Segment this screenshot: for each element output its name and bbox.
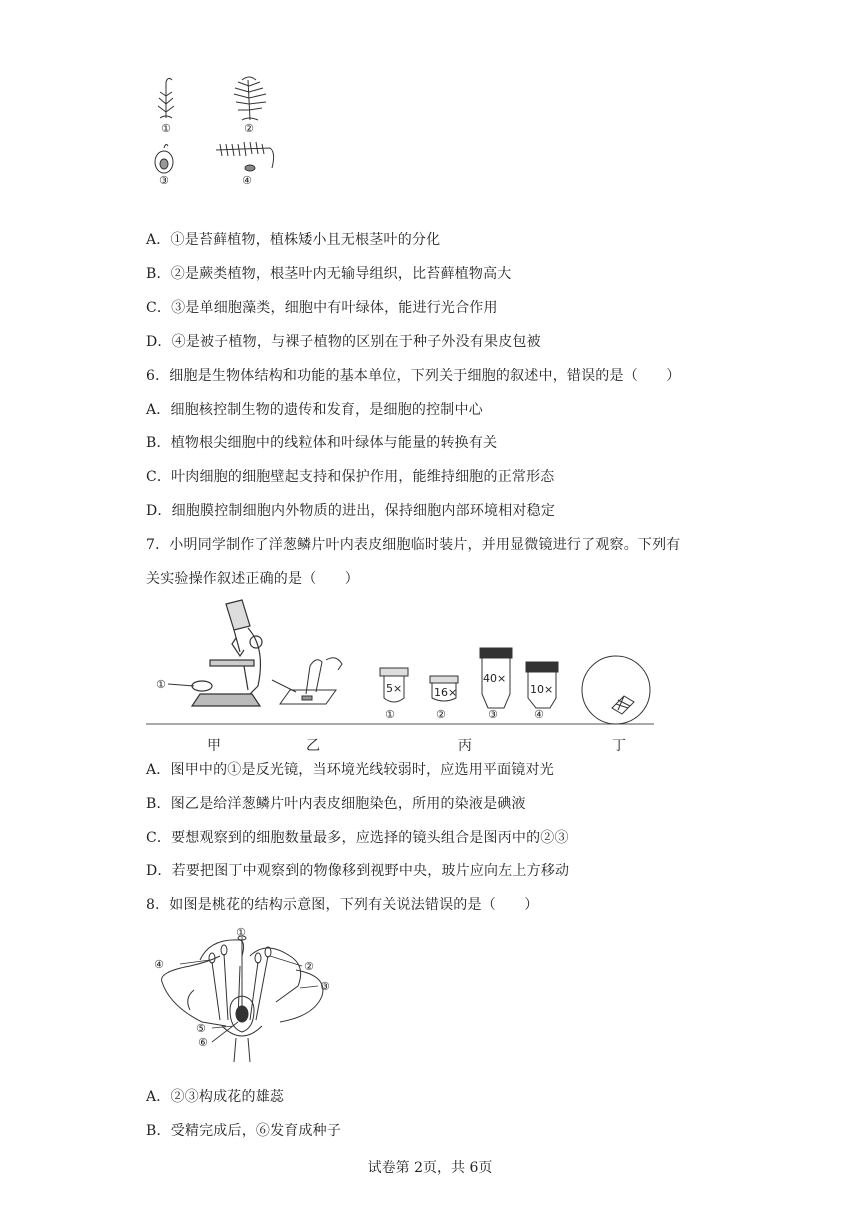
pine-branch-icon	[216, 142, 274, 171]
page-footer: 试卷第 2页，共 6页	[367, 1160, 493, 1176]
plants-figure	[150, 72, 290, 192]
panel-label-jia: 甲	[207, 738, 221, 754]
q7-stem-line2: 关实验操作叙述正确的是（ ）	[146, 571, 359, 587]
panel-label-yi: 乙	[306, 738, 320, 754]
moss-plant-icon	[158, 78, 174, 118]
q6-option-b: B．植物根尖细胞中的线粒体和叶绿体与能量的转换有关	[146, 435, 498, 451]
alga-cell-icon	[155, 144, 173, 173]
q7-option-d: D．若要把图丁中观察到的物像移到视野中央，玻片应向左上方移动	[146, 863, 570, 879]
q8-stem: 8．如图是桃花的结构示意图，下列有关说法错误的是（ ）	[146, 897, 539, 913]
field-of-view-icon	[582, 656, 650, 724]
plant-label-1: ①	[161, 122, 171, 135]
flower-label-4: ④	[154, 958, 164, 971]
peach-flower-icon	[162, 936, 323, 1062]
q8-option-a: A．②③构成花的雄蕊	[146, 1089, 285, 1105]
lens-3-mark: 40×	[483, 672, 507, 685]
q7-option-b: B．图乙是给洋葱鳞片叶内表皮细胞染色，所用的染液是碘液	[146, 796, 526, 812]
fern-plant-icon	[234, 77, 266, 120]
q5-option-b: B．②是蕨类植物，根茎叶内无输导组织，比苔藓植物高大	[146, 266, 512, 282]
lens-3-number: ③	[488, 708, 498, 721]
lens-1-number: ①	[385, 708, 395, 721]
flower-label-5: ⑤	[196, 1022, 206, 1035]
flower-label-6: ⑥	[198, 1036, 208, 1049]
q8-option-b: B．受精完成后，⑥发育成种子	[146, 1123, 342, 1139]
plant-label-3: ③	[159, 174, 169, 187]
peach-flower-figure	[150, 926, 350, 1066]
plant-label-4: ④	[242, 174, 252, 187]
panel-label-bing: 丙	[458, 738, 472, 754]
microscope-figure	[140, 598, 660, 758]
flower-label-3: ③	[320, 980, 330, 993]
q6-option-c: C．叶肉细胞的细胞壁起支持和保护作用，能维持细胞的正常形态	[146, 469, 555, 485]
plant-label-2: ②	[244, 122, 254, 135]
slide-staining-icon	[272, 658, 342, 704]
lens-4-mark: 10×	[530, 683, 554, 696]
flower-label-2: ②	[304, 960, 314, 973]
lens-4-number: ④	[534, 708, 544, 721]
microscope-icon	[192, 600, 262, 706]
q6-option-a: A．细胞核控制生物的遗传和发育，是细胞的控制中心	[146, 402, 483, 418]
q7-option-c: C．要想观察到的细胞数量最多，应选择的镜头组合是图丙中的②③	[146, 830, 569, 846]
q5-option-c: C．③是单细胞藻类，细胞中有叶绿体，能进行光合作用	[146, 300, 498, 316]
q7-option-a: A．图甲中的①是反光镜，当环境光线较弱时，应选用平面镜对光	[146, 762, 554, 778]
q6-option-d: D．细胞膜控制细胞内外物质的进出，保持细胞内部环境相对稳定	[146, 503, 556, 519]
lens-2-number: ②	[436, 708, 446, 721]
mirror-label: ①	[156, 678, 166, 691]
flower-label-1: ①	[236, 926, 246, 939]
lens-1-mark: 5×	[386, 682, 403, 695]
q5-option-d: D．④是被子植物，与裸子植物的区别在于种子外没有果皮包被	[146, 334, 541, 350]
q6-stem: 6．细胞是生物体结构和功能的基本单位，下列关于细胞的叙述中，错误的是（ ）	[146, 368, 681, 384]
panel-label-ding: 丁	[612, 738, 626, 754]
q5-option-a: A．①是苔藓植物，植株矮小且无根茎叶的分化	[146, 232, 441, 248]
q7-stem-line1: 7．小明同学制作了洋葱鳞片叶内表皮细胞临时装片，并用显微镜进行了观察。下列有	[146, 537, 681, 553]
lens-2-mark: 16×	[434, 686, 458, 699]
